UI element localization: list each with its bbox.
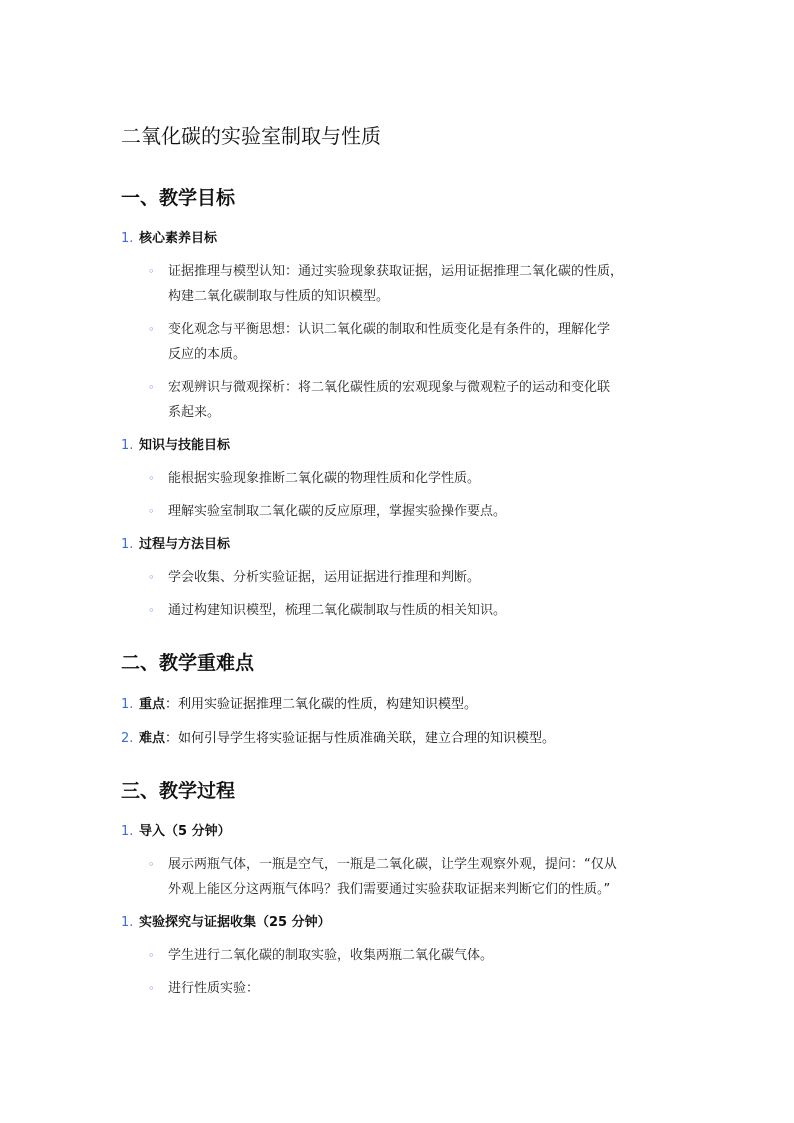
list-number: 1. <box>121 697 134 712</box>
list-number: 1. <box>121 915 134 930</box>
key-point-item <box>139 695 477 715</box>
list-item-text: 能根据实验现象推断二氧化碳的物理性质和化学性质。 <box>168 471 481 486</box>
bullet-marker: ◦ <box>148 265 155 278</box>
list-item-text: 学生进行二氧化碳的制取实验，收集两瓶二氧化碳气体。 <box>168 948 494 963</box>
list-item-text: 外观上能区分这两瓶气体吗？我们需要通过实验获取证据来判断它们的性质。” <box>168 882 611 897</box>
subheading-core-literacy-goals: 核心素养目标 <box>139 231 218 246</box>
list-number: 1. <box>121 438 134 453</box>
bullet-marker: ◦ <box>148 323 155 336</box>
bullet-marker: ◦ <box>148 604 155 617</box>
list-number: 1. <box>121 231 134 246</box>
list-item-text: 变化观念与平衡思想：认识二氧化碳的制取和性质变化是有条件的，理解化学 <box>168 322 611 337</box>
subheading-process-method-goals: 过程与方法目标 <box>139 537 231 552</box>
section-heading-teaching-goals: 一、教学目标 <box>121 187 236 209</box>
subheading-knowledge-skill-goals: 知识与技能目标 <box>139 438 231 453</box>
list-item-text: 宏观辨识与微观探析：将二氧化碳性质的宏观现象与微观粒子的运动和变化联 <box>168 380 611 395</box>
subheading-introduction: 导入（5 分钟） <box>139 824 231 839</box>
bullet-marker: ◦ <box>148 858 155 871</box>
bullet-marker: ◦ <box>148 949 155 962</box>
list-item-text: 通过构建知识模型，梳理二氧化碳制取与性质的相关知识。 <box>168 603 507 618</box>
key-point-text: ：利用实验证据推理二氧化碳的性质，构建知识模型。 <box>165 697 478 712</box>
list-item-text: 学会收集、分析实验证据，运用证据进行推理和判断。 <box>168 570 481 585</box>
document-title: 二氧化碳的实验室制取与性质 <box>121 124 381 148</box>
list-item-text: 反应的本质。 <box>168 347 247 362</box>
section-heading-key-difficult-points: 二、教学重难点 <box>121 652 255 674</box>
difficult-point-item <box>139 729 555 749</box>
list-item-text: 构建二氧化碳制取与性质的知识模型。 <box>168 289 390 304</box>
bullet-marker: ◦ <box>148 381 155 394</box>
bullet-marker: ◦ <box>148 571 155 584</box>
list-item-text: 理解实验室制取二氧化碳的反应原理，掌握实验操作要点。 <box>168 504 507 519</box>
list-item-text: 证据推理与模型认知：通过实验现象获取证据，运用证据推理二氧化碳的性质， <box>168 264 624 279</box>
key-point-label: 重点 <box>139 697 166 712</box>
bullet-marker: ◦ <box>148 505 155 518</box>
list-item-text: 展示两瓶气体，一瓶是空气，一瓶是二氧化碳，让学生观察外观，提问：“仅从 <box>168 857 617 872</box>
difficult-point-text: ：如何引导学生将实验证据与性质准确关联，建立合理的知识模型。 <box>165 731 556 746</box>
list-number: 1. <box>121 824 134 839</box>
bullet-marker: ◦ <box>148 982 155 995</box>
list-number: 1. <box>121 537 134 552</box>
section-heading-teaching-process: 三、教学过程 <box>121 780 236 802</box>
list-item-text: 进行性质实验： <box>168 981 260 996</box>
bullet-marker: ◦ <box>148 472 155 485</box>
difficult-point-label: 难点 <box>139 731 166 746</box>
subheading-experiment-inquiry: 实验探究与证据收集（25 分钟） <box>139 915 331 930</box>
list-number: 2. <box>121 731 134 746</box>
list-item-text: 系起来。 <box>168 405 221 420</box>
